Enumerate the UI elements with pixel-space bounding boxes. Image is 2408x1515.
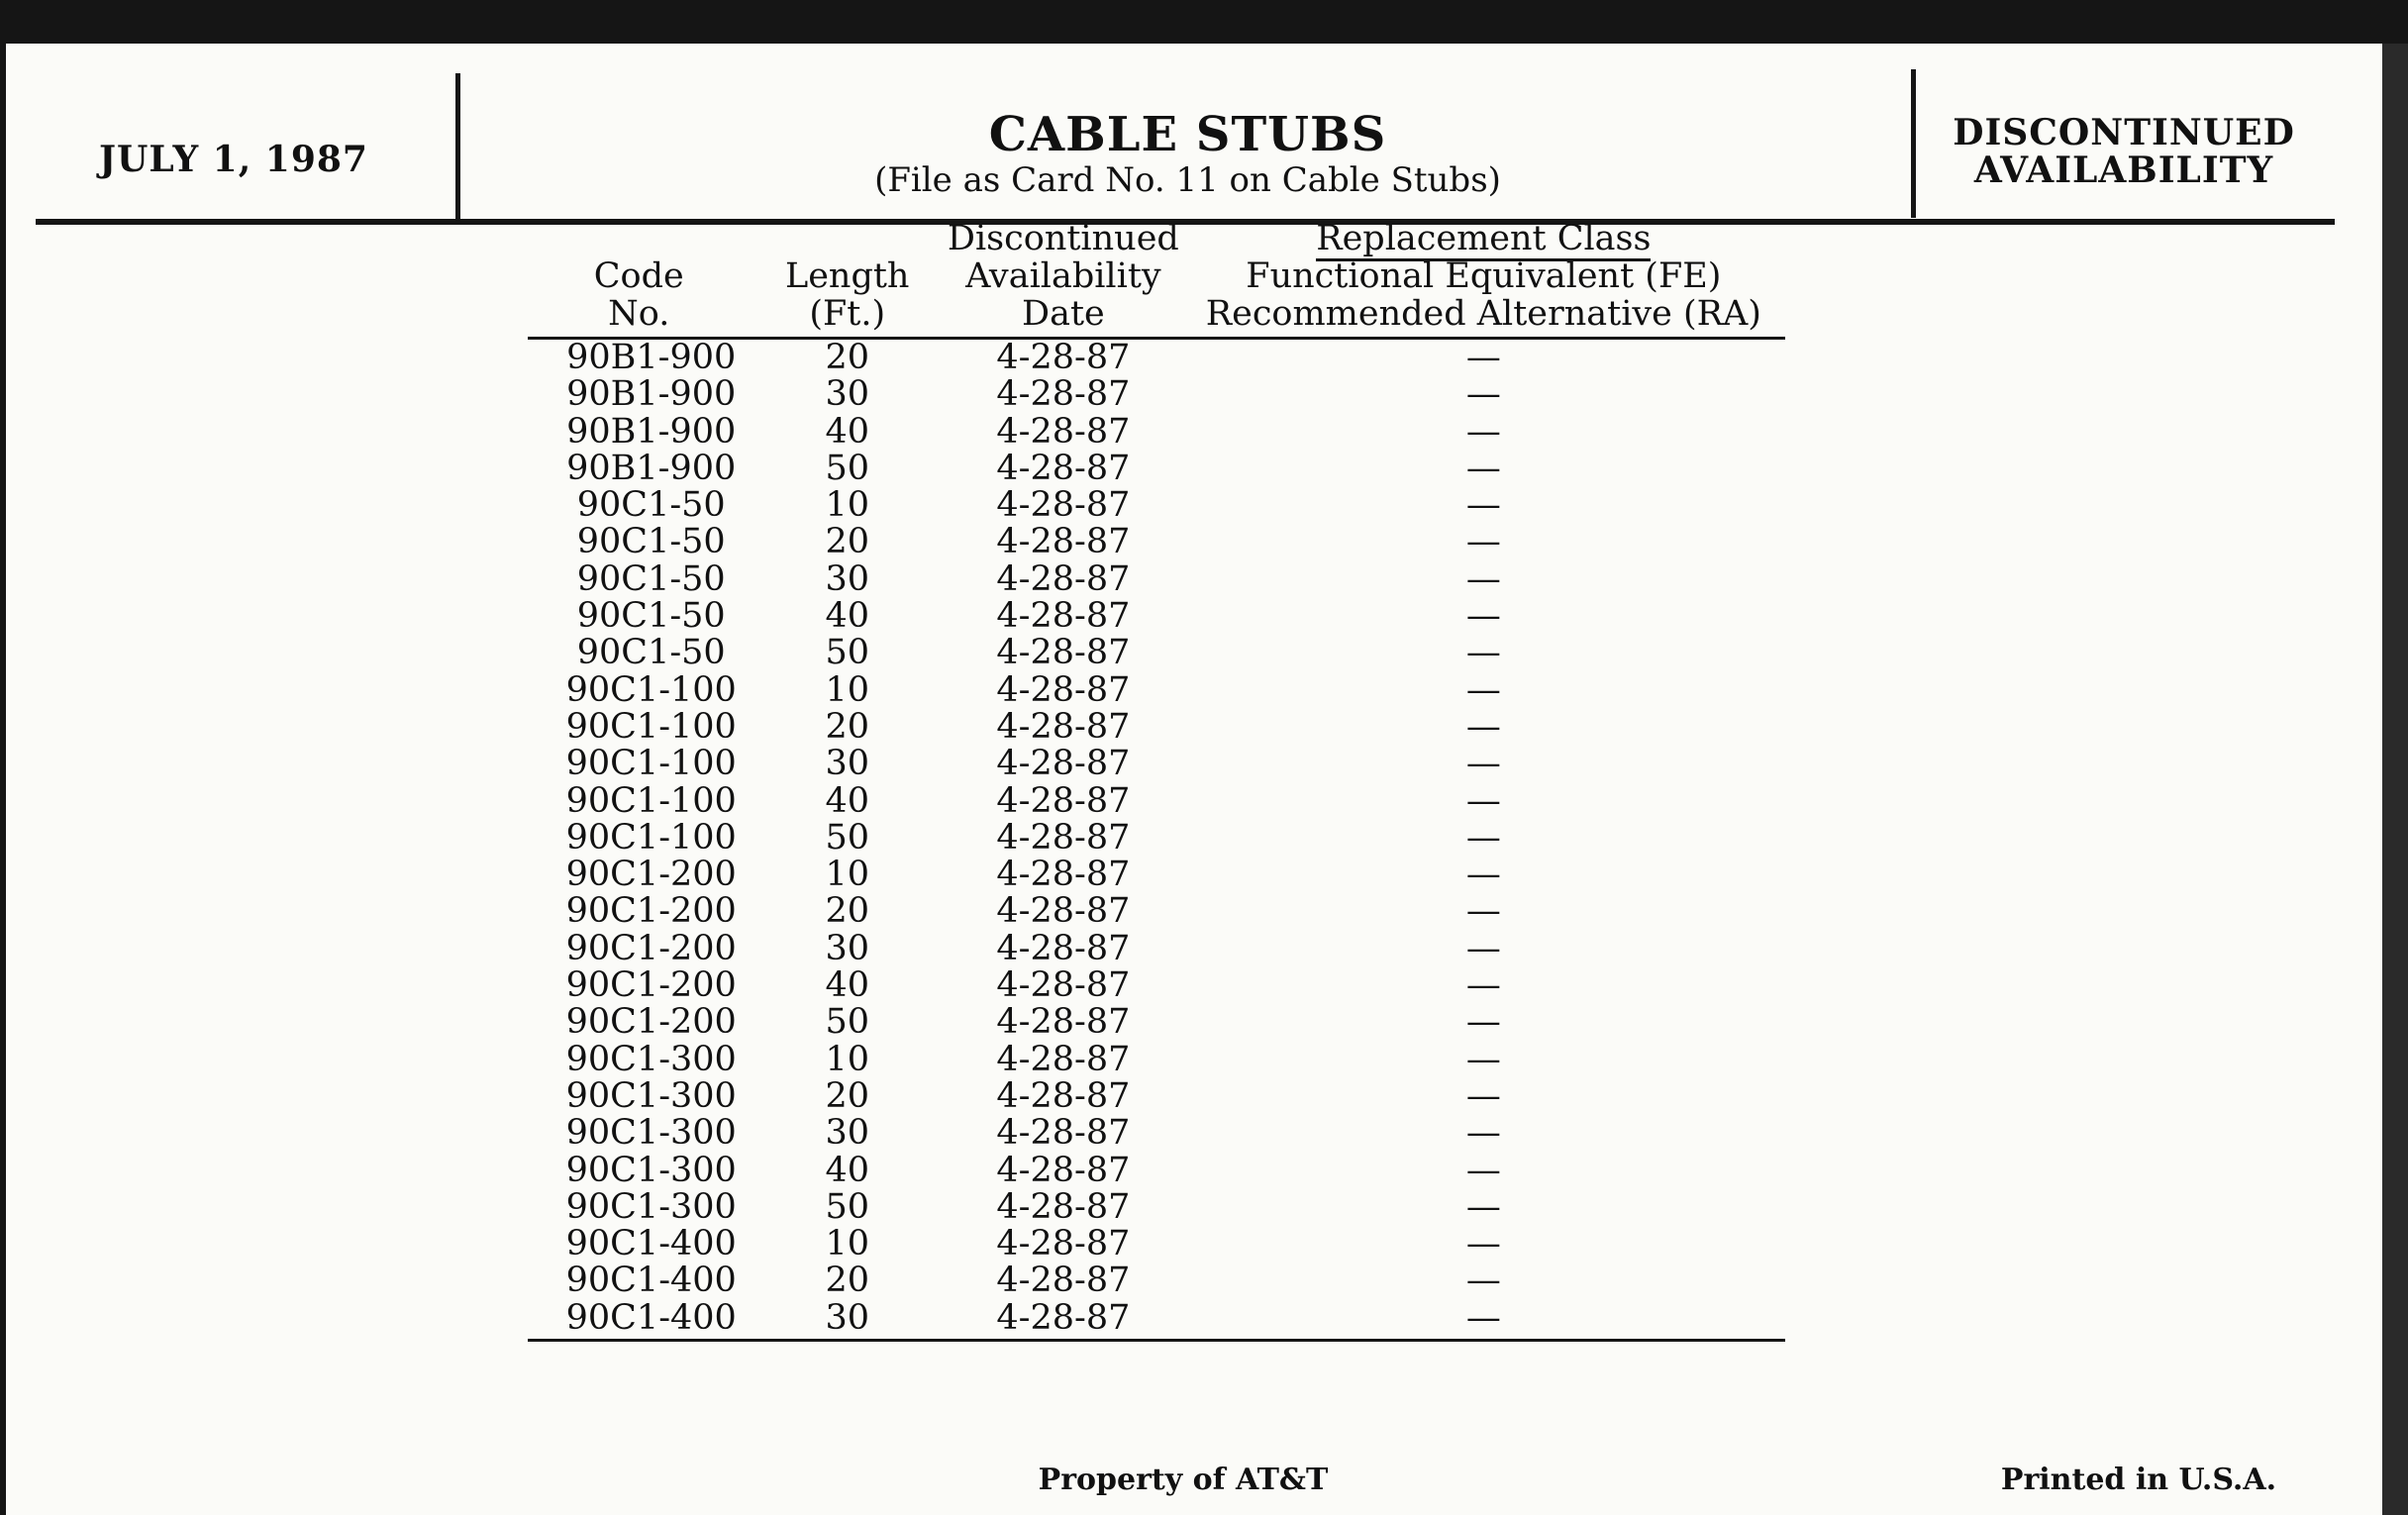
cable-stubs-table: [528, 220, 1785, 1342]
cell-replacement: —: [1465, 855, 1501, 895]
table-row: [528, 820, 1785, 857]
page-title: CABLE STUBS: [988, 107, 1387, 162]
cell-code: 90C1-50: [576, 485, 726, 526]
cell-replacement: —: [1465, 780, 1501, 821]
table-row: [528, 635, 1785, 671]
cell-length: 20: [825, 338, 869, 377]
cell-date: 4-28-87: [996, 1150, 1131, 1190]
table-row: [528, 967, 1785, 1004]
cell-length: 40: [825, 1150, 869, 1190]
cell-length: 30: [825, 558, 869, 599]
table-row: [528, 1153, 1785, 1189]
cell-length: 20: [825, 891, 869, 932]
cell-replacement: —: [1465, 448, 1501, 488]
table-row: [528, 339, 1785, 377]
status-line-2: AVAILABILITY: [1973, 150, 2274, 191]
cell-length: 20: [825, 522, 869, 562]
cell-length: 50: [825, 633, 869, 673]
scan-edge: [2382, 44, 2408, 1515]
cell-code: 90C1-100: [565, 780, 737, 821]
table-row: [528, 376, 1785, 413]
table-row: [528, 893, 1785, 930]
cell-code: 90C1-400: [565, 1261, 737, 1301]
cell-length: 10: [825, 485, 869, 526]
table-row: [528, 857, 1785, 893]
cell-date: 4-28-87: [996, 780, 1131, 821]
table-row: [528, 598, 1785, 635]
cell-code: 90C1-200: [565, 1002, 737, 1043]
cell-date: 4-28-87: [996, 1261, 1131, 1301]
table-body: [528, 339, 1785, 1341]
cell-length: 40: [825, 780, 869, 821]
cell-code: 90C1-100: [565, 817, 737, 858]
cell-length: 10: [825, 1039, 869, 1079]
column-header-replacement-line1: Replacement Class: [1316, 219, 1651, 261]
cell-replacement: —: [1465, 891, 1501, 932]
header-title-block: [462, 109, 1913, 200]
cell-code: 90C1-50: [576, 596, 726, 637]
cell-code: 90C1-100: [565, 744, 737, 784]
cell-date: 4-28-87: [996, 1075, 1131, 1116]
column-header-date-line3: Date: [1022, 294, 1105, 334]
cell-code: 90C1-100: [565, 706, 737, 747]
column-header-date-line2: Availability: [965, 256, 1161, 296]
cell-date: 4-28-87: [996, 669, 1131, 710]
column-header-code-line2: No.: [608, 294, 670, 334]
column-header-date: [945, 220, 1182, 339]
cell-replacement: —: [1465, 1224, 1501, 1264]
cell-code: 90C1-200: [565, 855, 737, 895]
cell-code: 90C1-200: [565, 891, 737, 932]
table-row: [528, 746, 1785, 782]
cell-date: 4-28-87: [996, 485, 1131, 526]
cell-code: 90C1-200: [565, 928, 737, 968]
cell-code: 90B1-900: [566, 448, 737, 488]
cell-length: 20: [825, 706, 869, 747]
table-row: [528, 1262, 1785, 1299]
cell-code: 90B1-900: [566, 338, 737, 377]
table-row: [528, 1078, 1785, 1115]
cell-length: 10: [825, 855, 869, 895]
status-line-1: DISCONTINUED: [1953, 112, 2295, 153]
cell-code: 90C1-300: [565, 1075, 737, 1116]
cell-length: 50: [825, 817, 869, 858]
cell-code: 90C1-300: [565, 1186, 737, 1227]
cell-code: 90C1-50: [576, 558, 726, 599]
cell-date: 4-28-87: [996, 411, 1131, 452]
cell-replacement: —: [1465, 928, 1501, 968]
cell-date: 4-28-87: [996, 558, 1131, 599]
cell-date: 4-28-87: [996, 1113, 1131, 1154]
cell-code: 90C1-300: [565, 1150, 737, 1190]
cell-date: 4-28-87: [996, 1039, 1131, 1079]
column-header-code: [528, 220, 750, 339]
cell-length: 40: [825, 596, 869, 637]
footer-property: Property of AT&T: [1038, 1463, 1329, 1497]
column-header-code-line1: Code: [593, 256, 684, 296]
cell-date: 4-28-87: [945, 1300, 1182, 1341]
table-header-row: [528, 220, 1785, 339]
cell-replacement: —: [1465, 965, 1501, 1006]
cell-code: 90C1-300: [565, 1039, 737, 1079]
table-row: [528, 487, 1785, 524]
cell-replacement: —: [1465, 1039, 1501, 1079]
cell-replacement: —: [1465, 522, 1501, 562]
cell-length: 30: [825, 744, 869, 784]
cell-replacement: —: [1182, 1300, 1785, 1341]
cell-replacement: —: [1465, 374, 1501, 415]
table-row: [528, 414, 1785, 451]
cell-date: 4-28-87: [996, 891, 1131, 932]
column-header-length-line1: Length: [784, 256, 910, 296]
cell-length: 10: [825, 1224, 869, 1264]
cell-length: 20: [825, 1261, 869, 1301]
table-row: [528, 709, 1785, 746]
cell-date: 4-28-87: [996, 928, 1131, 968]
cell-replacement: —: [1465, 338, 1501, 377]
table-row: [528, 1115, 1785, 1152]
cell-replacement: —: [1465, 633, 1501, 673]
table-row: [528, 931, 1785, 967]
table-row: [528, 451, 1785, 487]
cell-code: 90C1-400: [565, 1224, 737, 1264]
cell-length: 30: [825, 928, 869, 968]
cell-date: 4-28-87: [996, 522, 1131, 562]
status-block: [1916, 114, 2332, 189]
cell-replacement: —: [1465, 817, 1501, 858]
cell-length: 50: [825, 448, 869, 488]
cell-replacement: —: [1465, 1261, 1501, 1301]
table-row: [528, 561, 1785, 598]
cell-replacement: —: [1465, 706, 1501, 747]
table-row: [528, 1004, 1785, 1041]
cell-date: 4-28-87: [996, 965, 1131, 1006]
cell-date: 4-28-87: [996, 855, 1131, 895]
cell-replacement: —: [1465, 1002, 1501, 1043]
cell-length: 20: [825, 1075, 869, 1116]
column-header-date-line1: Discontinued: [947, 219, 1179, 258]
cell-replacement: —: [1465, 411, 1501, 452]
cell-date: 4-28-87: [996, 633, 1131, 673]
cell-code: 90C1-50: [576, 522, 726, 562]
cell-date: 4-28-87: [996, 338, 1131, 377]
cell-date: 4-28-87: [996, 1002, 1131, 1043]
cell-replacement: —: [1465, 1113, 1501, 1154]
cell-date: 4-28-87: [996, 817, 1131, 858]
cell-code: 90C1-50: [576, 633, 726, 673]
cell-code: 90C1-200: [565, 965, 737, 1006]
table-row: [528, 1226, 1785, 1262]
header-divider-left: [455, 73, 460, 222]
cell-date: 4-28-87: [996, 1186, 1131, 1227]
page-subtitle: (File as Card No. 11 on Cable Stubs): [874, 160, 1501, 200]
cell-date: 4-28-87: [996, 374, 1131, 415]
cell-date: 4-28-87: [996, 744, 1131, 784]
cell-date: 4-28-87: [996, 1224, 1131, 1264]
cell-replacement: —: [1465, 558, 1501, 599]
cell-code: 90C1-400: [528, 1300, 750, 1341]
table-row: [528, 1189, 1785, 1226]
cell-length: 40: [825, 965, 869, 1006]
cell-replacement: —: [1465, 485, 1501, 526]
cell-replacement: —: [1465, 1186, 1501, 1227]
cell-replacement: —: [1465, 1075, 1501, 1116]
table-row: [528, 1042, 1785, 1078]
cell-code: 90B1-900: [566, 374, 737, 415]
cell-replacement: —: [1465, 1150, 1501, 1190]
cell-length: 50: [825, 1002, 869, 1043]
table-row: [528, 524, 1785, 560]
column-header-replacement: [1182, 220, 1785, 339]
table-row: [528, 1300, 1785, 1341]
table-row: [528, 672, 1785, 709]
cell-length: 40: [825, 411, 869, 452]
column-header-length-line2: (Ft.): [809, 294, 886, 334]
cell-length: 10: [825, 669, 869, 710]
cell-date: 4-28-87: [996, 448, 1131, 488]
cell-code: 90C1-100: [565, 669, 737, 710]
table-row: [528, 783, 1785, 820]
column-header-replacement-line2: Functional Equivalent (FE): [1246, 256, 1722, 296]
cell-length: 50: [825, 1186, 869, 1227]
issue-date: JULY 1, 1987: [99, 139, 368, 180]
cell-date: 4-28-87: [996, 596, 1131, 637]
cell-code: 90C1-300: [565, 1113, 737, 1154]
cell-length: 30: [825, 374, 869, 415]
cell-date: 4-28-87: [996, 706, 1131, 747]
column-header-replacement-line3: Recommended Alternative (RA): [1205, 294, 1761, 334]
cell-replacement: —: [1465, 596, 1501, 637]
cell-length: 30: [750, 1300, 945, 1341]
footer-printed: Printed in U.S.A.: [2000, 1463, 2277, 1497]
cell-length: 30: [825, 1113, 869, 1154]
cell-code: 90B1-900: [566, 411, 737, 452]
cell-replacement: —: [1465, 744, 1501, 784]
column-header-length: [750, 220, 945, 339]
cell-replacement: —: [1465, 669, 1501, 710]
